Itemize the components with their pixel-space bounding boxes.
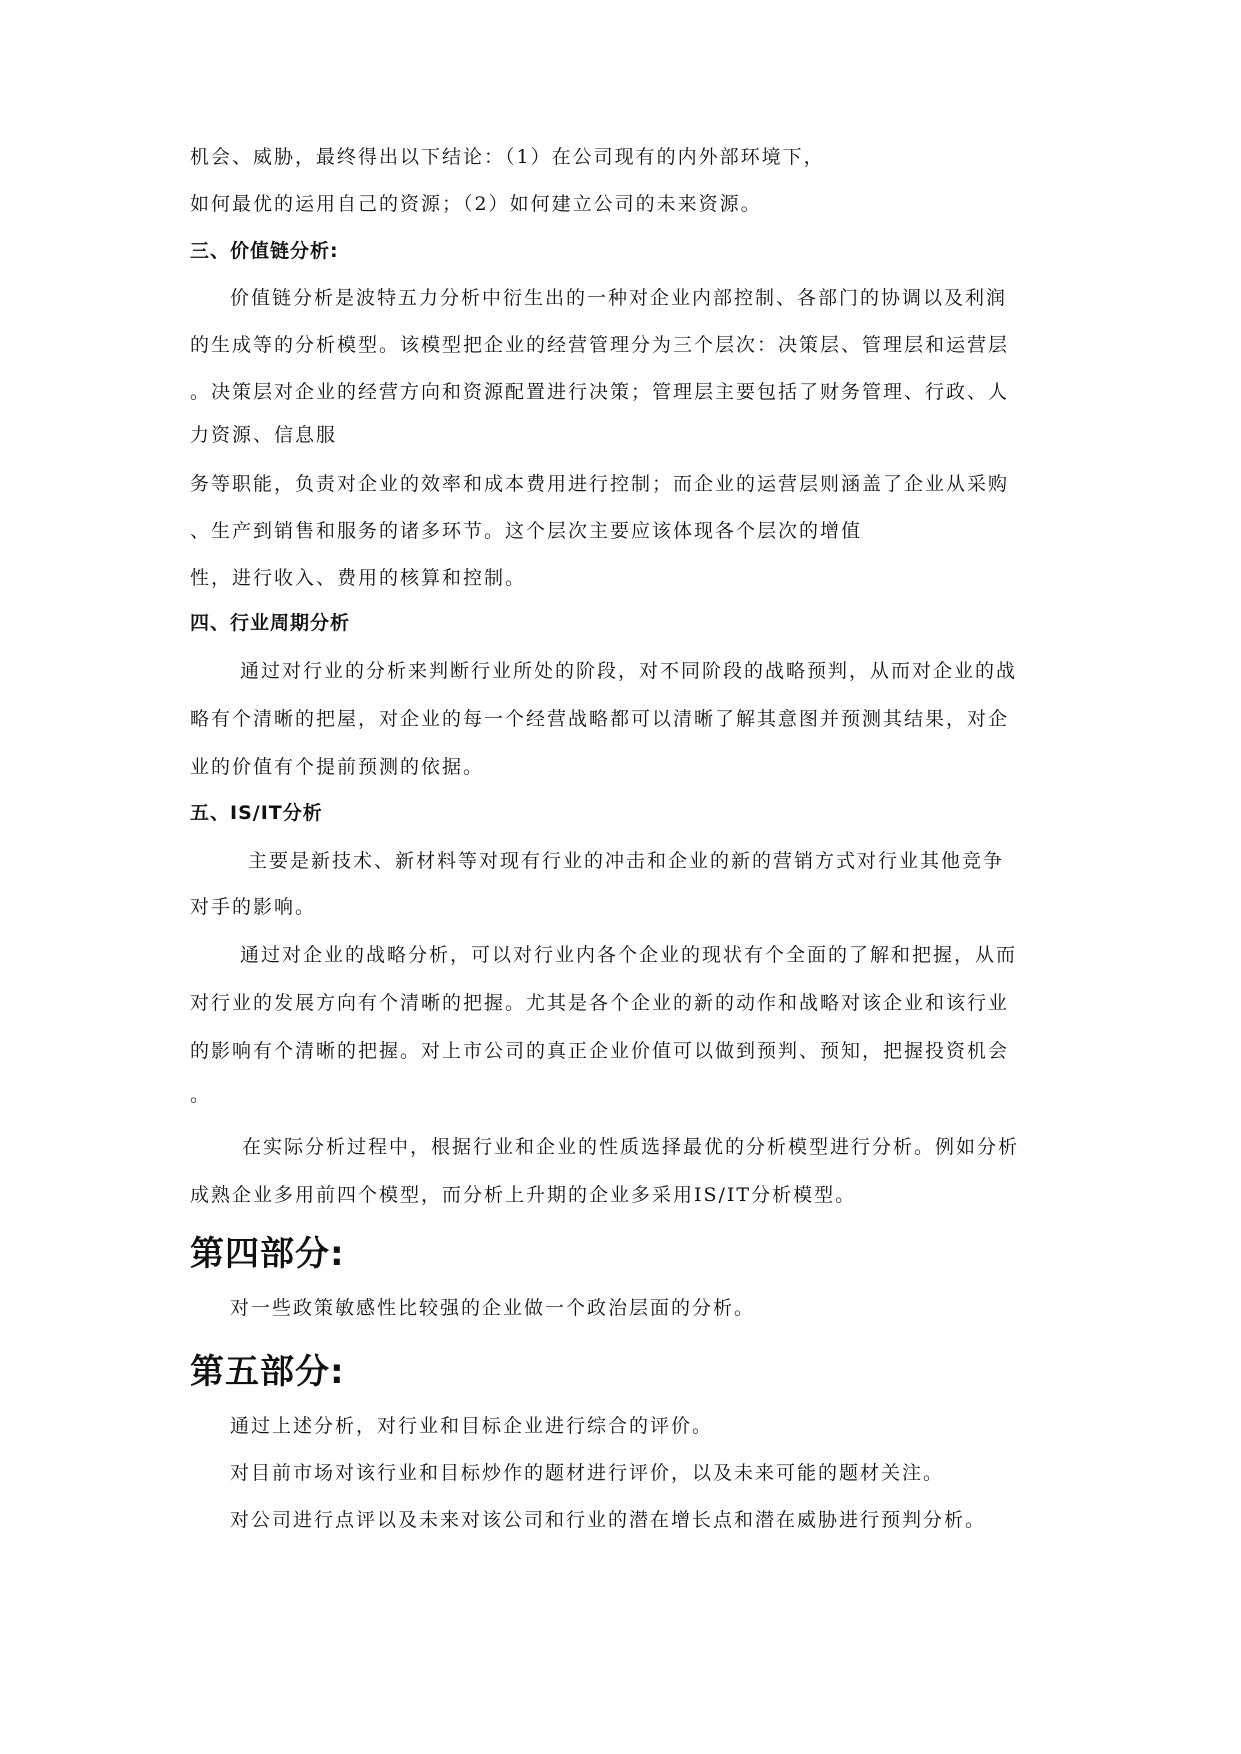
section5-line-3: 通过对企业的战略分析，可以对行业内各个企业的现状有个全面的了解和把握，从而 bbox=[240, 944, 1018, 966]
section3-line-4: 力资源、信息服 bbox=[190, 424, 338, 446]
section3-line-1: 价值链分析是波特五力分析中衍生出的一种对企业内部控制、各部门的协调以及利润 bbox=[230, 287, 1008, 309]
section5-line-2: 对手的影响。 bbox=[190, 896, 317, 918]
section4-heading: 四、行业周期分析 bbox=[190, 612, 351, 634]
part4-title: 第四部分: bbox=[190, 1234, 345, 1274]
section5-line-4: 对行业的发展方向有个清晰的把握。尤其是各个企业的新的动作和战略对该企业和该行业 bbox=[190, 992, 1010, 1014]
section5-line-1: 主要是新技术、新材料等对现有行业的冲击和企业的新的营销方式对行业其他竞争 bbox=[248, 850, 1005, 872]
section4-line-1: 通过对行业的分析来判断行业所处的阶段，对不同阶段的战略预判，从而对企业的战 bbox=[240, 660, 1018, 682]
section3-line-5: 务等职能，负责对企业的效率和成本费用进行控制；而企业的运营层则涵盖了企业从采购 bbox=[190, 473, 1010, 495]
part5-title: 第五部分: bbox=[190, 1352, 345, 1392]
part5-line-2: 对目前市场对该行业和目标炒作的题材进行评价，以及未来可能的题材关注。 bbox=[230, 1462, 945, 1484]
section5-line-5: 的影响有个清晰的把握。对上市公司的真正企业价值可以做到预判、预知，把握投资机会 bbox=[190, 1040, 1010, 1062]
section4-line-2: 略有个清晰的把屋，对企业的每一个经营战略都可以清晰了解其意图并预测其结果，对企 bbox=[190, 708, 1010, 730]
section3-line-3: 。决策层对企业的经营方向和资源配置进行决策；管理层主要包括了财务管理、行政、人 bbox=[190, 381, 1010, 403]
part5-line-1: 通过上述分析，对行业和目标企业进行综合的评价。 bbox=[230, 1415, 714, 1437]
section5-heading: 五、IS/IT分析 bbox=[190, 802, 323, 824]
section3-line-2: 的生成等的分析模型。该模型把企业的经营管理分为三个层次：决策层、管理层和运营层 bbox=[190, 334, 1010, 356]
section4-line-3: 业的价值有个提前预测的依据。 bbox=[190, 756, 485, 778]
intro-line-1: 机会、威胁，最终得出以下结论：（1）在公司现有的内外部环境下， bbox=[190, 146, 825, 168]
section3-line-7: 性，进行收入、费用的核算和控制。 bbox=[190, 567, 527, 589]
section5-line-6: 。 bbox=[190, 1084, 212, 1106]
intro-line-2: 如何最优的运用自己的资源；（2）如何建立公司的未来资源。 bbox=[190, 193, 762, 215]
section5-line-7: 在实际分析过程中，根据行业和企业的性质选择最优的分析模型进行分析。例如分析 bbox=[242, 1136, 1020, 1158]
section3-heading: 三、价值链分析: bbox=[190, 240, 339, 262]
section3-line-6: 、生产到销售和服务的诸多环节。这个层次主要应该体现各个层次的增值 bbox=[190, 520, 863, 542]
section5-line-8: 成熟企业多用前四个模型，而分析上升期的企业多采用IS/IT分析模型。 bbox=[190, 1184, 857, 1206]
part5-line-3: 对公司进行点评以及未来对该公司和行业的潜在增长点和潜在威胁进行预判分析。 bbox=[230, 1509, 987, 1531]
part4-line-1: 对一些政策敏感性比较强的企业做一个政治层面的分析。 bbox=[230, 1297, 756, 1319]
